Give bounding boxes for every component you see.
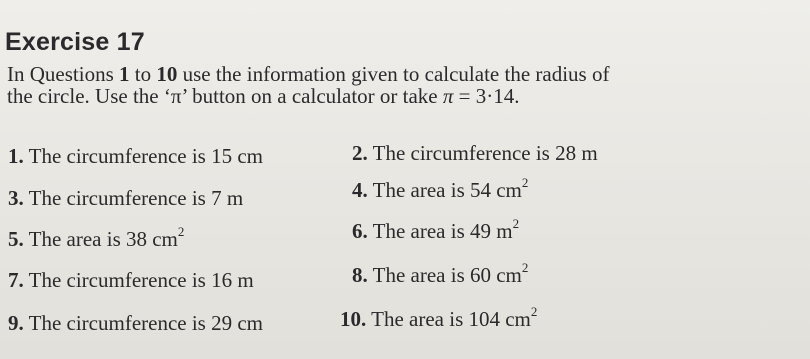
question-number: 3. <box>8 186 24 210</box>
question-text: The circumference is 16 m <box>28 268 254 292</box>
question-7 <box>8 267 254 293</box>
question-number: 5. <box>8 227 24 251</box>
question-text: The area is 104 $cm^2$ <box>371 304 538 331</box>
question-text: The circumference is 7 m <box>28 186 244 210</box>
question-1 <box>8 143 263 169</box>
question-number: 9. <box>8 311 24 335</box>
question-5 <box>8 226 184 252</box>
pi-value: = 3·14. <box>453 84 520 108</box>
instructions-text: use the information given to calculate the radius of <box>177 62 610 86</box>
question-number: 7. <box>8 268 24 292</box>
question-9 <box>8 310 263 336</box>
question-range-start: 1 <box>119 62 130 86</box>
question-number: 8. <box>352 263 368 287</box>
exercise-title: Exercise 17 <box>5 28 145 56</box>
question-text: The circumference is 15 cm <box>28 144 264 168</box>
question-number: 2. <box>352 141 368 165</box>
question-range-end: 10 <box>156 62 178 86</box>
pi-symbol: π <box>442 84 454 108</box>
question-10 <box>340 306 537 332</box>
instructions-text: the circle. Use the ‘π’ button on a calculator or take <box>7 84 443 108</box>
question-number: 6. <box>352 219 368 243</box>
question-4 <box>352 177 528 203</box>
question-3 <box>8 185 243 211</box>
question-text: The circumference is 28 m <box>372 141 598 165</box>
instructions-line-2 <box>7 84 520 109</box>
instructions-text: to <box>129 62 157 86</box>
question-text: The area is 54 $cm^2$ <box>372 175 529 202</box>
question-text: The area is 49 $m^2$ <box>372 216 520 243</box>
instructions-text: In Questions <box>7 62 119 86</box>
question-6 <box>352 218 519 244</box>
question-number: 1. <box>8 144 24 168</box>
question-8 <box>352 262 528 288</box>
question-text: The circumference is 29 cm <box>28 311 264 335</box>
question-number: 4. <box>352 178 368 202</box>
question-2 <box>352 140 598 166</box>
question-number: 10. <box>340 307 367 331</box>
question-text: The area is 38 $cm^2$ <box>28 224 185 251</box>
question-text: The area is 60 $cm^2$ <box>372 260 529 287</box>
